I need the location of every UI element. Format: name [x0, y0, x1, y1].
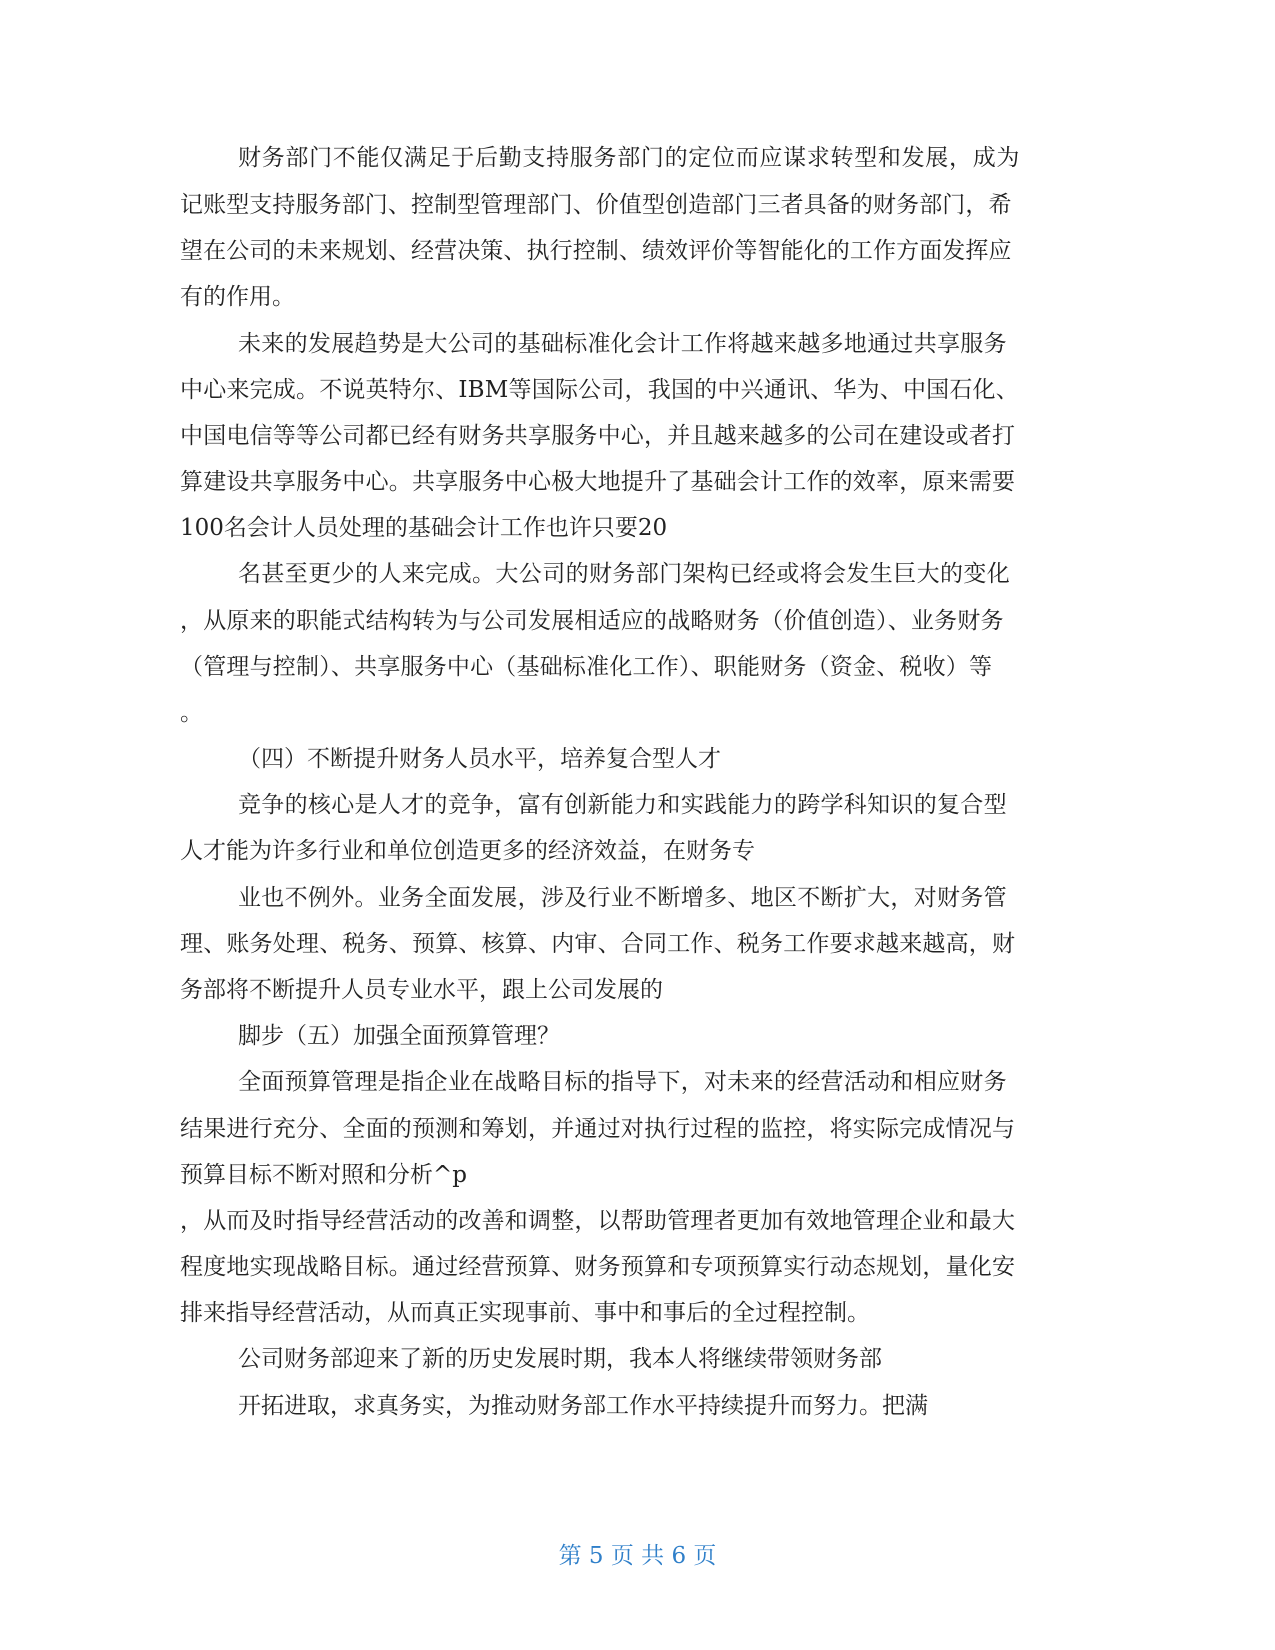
page-number-footer: 第 5 页 共 6 页 — [558, 1543, 717, 1569]
text-line: 财务部门不能仅满足于后勤支持服务部门的定位而应谋求转型和发展，成为 — [238, 145, 1021, 171]
text-line: 名甚至更少的人来完成。大公司的财务部门架构已经或将会发生巨大的变化 — [238, 561, 1011, 587]
text-line: ，从原来的职能式结构转为与公司发展相适应的战略财务（价值创造）、业务财务 — [180, 608, 1004, 634]
text-line: 开拓进取，求真务实，为推动财务部工作水平持续提升而努力。把满 — [238, 1393, 928, 1419]
text-line: 记账型支持服务部门、控制型管理部门、价值型创造部门三者具备的财务部门，希 — [180, 192, 1012, 218]
text-line: 业也不例外。业务全面发展，涉及行业不断增多、地区不断扩大，对财务管 — [238, 885, 1007, 911]
text-line: 未来的发展趋势是大公司的基础标准化会计工作将越来越多地通过共享服务 — [238, 331, 1007, 357]
text-line: 算建设共享服务中心。共享服务中心极大地提升了基础会计工作的效率，原来需要 — [180, 469, 1016, 495]
text-line: 有的作用。 — [180, 284, 295, 310]
text-line: 望在公司的未来规划、经营决策、执行控制、绩效评价等智能化的工作方面发挥应 — [180, 238, 1012, 264]
section-heading: 脚步（五）加强全面预算管理？ — [238, 1023, 560, 1049]
text-line: 预算目标不断对照和分析^p — [180, 1162, 467, 1188]
text-line: 中国电信等等公司都已经有财务共享服务中心，并且越来越多的公司在建设或者打 — [180, 423, 1016, 449]
text-line: 程度地实现战略目标。通过经营预算、财务预算和专项预算实行动态规划，量化安 — [180, 1254, 1016, 1280]
text-line: 竞争的核心是人才的竞争，富有创新能力和实践能力的跨学科知识的复合型 — [238, 792, 1007, 818]
text-line: ，从而及时指导经营活动的改善和调整，以帮助管理者更加有效地管理企业和最大 — [180, 1208, 1016, 1234]
text-line: 。 — [180, 700, 203, 726]
text-line: 公司财务部迎来了新的历史发展时期，我本人将继续带领财务部 — [238, 1346, 882, 1372]
text-line: 人才能为许多行业和单位创造更多的经济效益，在财务专 — [180, 838, 755, 864]
text-line: 结果进行充分、全面的预测和筹划，并通过对执行过程的监控，将实际完成情况与 — [180, 1116, 1016, 1142]
text-line: 理、账务处理、税务、预算、核算、内审、合同工作、税务工作要求越来越高，财 — [180, 931, 1016, 957]
text-line: 100名会计人员处理的基础会计工作也许只要20 — [180, 515, 668, 541]
text-line: （管理与控制）、共享服务中心（基础标准化工作）、职能财务（资金、税收）等 — [180, 654, 993, 680]
text-line: 中心来完成。不说英特尔、IBM等国际公司，我国的中兴通讯、华为、中国石化、 — [180, 377, 1019, 403]
section-heading: （四）不断提升财务人员水平，培养复合型人才 — [238, 746, 721, 772]
text-line: 排来指导经营活动，从而真正实现事前、事中和事后的全过程控制。 — [180, 1300, 870, 1326]
text-line: 全面预算管理是指企业在战略目标的指导下，对未来的经营活动和相应财务 — [238, 1069, 1007, 1095]
text-line: 务部将不断提升人员专业水平，跟上公司发展的 — [180, 977, 663, 1003]
